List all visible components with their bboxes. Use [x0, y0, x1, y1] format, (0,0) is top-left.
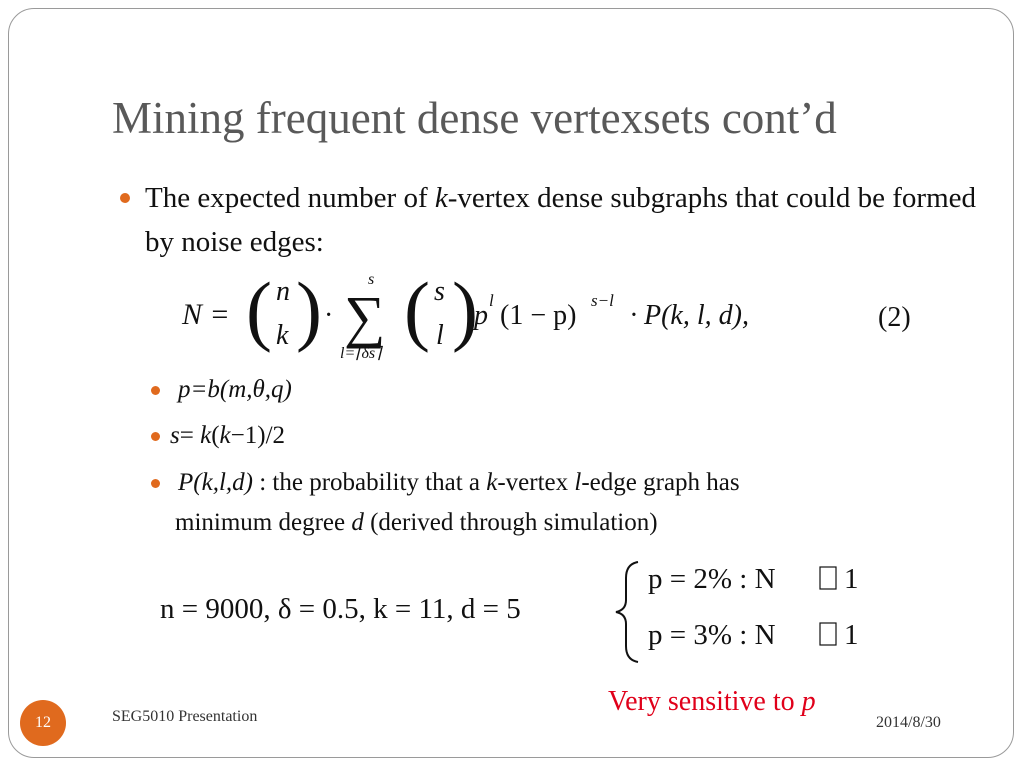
term-one-minus-p-exp: s−l: [591, 291, 614, 310]
main-bullet-text: [145, 176, 995, 264]
sub-bullet-s: [170, 418, 285, 454]
sub-bullet-pkld-line2a: minimum degree: [175, 509, 352, 536]
term-p: p: [474, 300, 488, 331]
page-number-badge: 12: [20, 700, 66, 746]
sub-bullet-pkld: [178, 465, 740, 501]
main-bullet-part2: -vertex dense subgraphs that could be formed by noise edges:: [145, 182, 977, 258]
formula-parameters: [160, 556, 880, 668]
sub-bullet-pkld-d: d: [351, 509, 364, 536]
binom-left-paren: (: [246, 266, 272, 353]
sub-bullet-s-k2: k: [219, 422, 231, 449]
sub-bullet-s-rest: −1)/2: [230, 422, 286, 449]
slide-title: Mining frequent dense vertexsets cont’d: [112, 93, 837, 143]
sub-bullet-pkld-t1: : the probability that a: [252, 469, 487, 496]
case2-symbol-box: [820, 623, 836, 645]
term-p-exp: l: [489, 291, 494, 310]
sensitivity-note: [608, 686, 816, 718]
bullet-dot: [120, 193, 130, 203]
sub-bullet-pkld-t2: -vertex: [497, 469, 575, 496]
binom-right-paren: ): [296, 266, 322, 353]
sub-bullet-pkld-k: k: [486, 469, 498, 496]
binom-top: n: [276, 276, 290, 307]
equation-number: (2): [878, 302, 911, 333]
sub-bullet-s-open: (: [211, 422, 220, 449]
sum-symbol: ∑: [344, 284, 386, 349]
sum-upper: s: [368, 271, 375, 288]
binom2-left-paren: (: [404, 266, 430, 353]
sub-bullet-pkld-t3: -edge graph has: [581, 469, 740, 496]
formula-expected-count: [178, 266, 938, 366]
binom2-top: s: [434, 276, 445, 307]
sub-bullet-pkld-line2: [175, 505, 658, 541]
sum-lower: l=⌈δs⌉: [340, 345, 382, 362]
main-bullet-k: k: [434, 182, 448, 214]
case1-symbol-box: [820, 567, 836, 589]
footer-presentation-name: SEG5010 Presentation: [112, 708, 258, 725]
sub-bullet-pkld-l: l: [574, 469, 582, 496]
sub-bullet-s-var: s: [170, 422, 180, 449]
sub-bullet-dot: [151, 479, 160, 488]
sub-bullet-p: [178, 372, 292, 408]
case2-value: 1: [844, 619, 859, 651]
cases-brace: [616, 562, 638, 662]
parameters-left: n = 9000, δ = 0.5, k = 11, d = 5: [160, 593, 521, 625]
formula-dot: ·: [324, 300, 334, 331]
sub-bullet-pkld-pre: P(k,l,d): [178, 469, 253, 496]
sub-bullet-s-eq: =: [179, 422, 201, 449]
footer-date: 2014/8/30: [876, 714, 941, 731]
sub-bullet-s-k1: k: [200, 422, 212, 449]
term-tail: · P(k, l, d),: [630, 300, 749, 331]
formula-lhs: N =: [182, 298, 230, 331]
sensitivity-note-text: Very sensitive to: [608, 686, 802, 717]
sub-bullet-dot: [151, 386, 160, 395]
binom2-bottom: l: [436, 320, 444, 351]
binom2-right-paren: ): [452, 266, 478, 353]
sub-bullet-pkld-line2b: (derived through simulation): [363, 509, 658, 536]
main-bullet-part1: The expected number of: [145, 182, 435, 214]
case1-text: p = 2% : N: [648, 563, 776, 595]
case2-text: p = 3% : N: [648, 619, 776, 651]
sensitivity-note-p: p: [801, 686, 816, 717]
binom-bottom: k: [276, 320, 289, 351]
case1-value: 1: [844, 563, 859, 595]
term-one-minus-p: (1 − p): [500, 300, 577, 331]
sub-bullet-dot: [151, 432, 160, 441]
sub-bullet-p-text: p=b(m,θ,q): [178, 376, 292, 403]
